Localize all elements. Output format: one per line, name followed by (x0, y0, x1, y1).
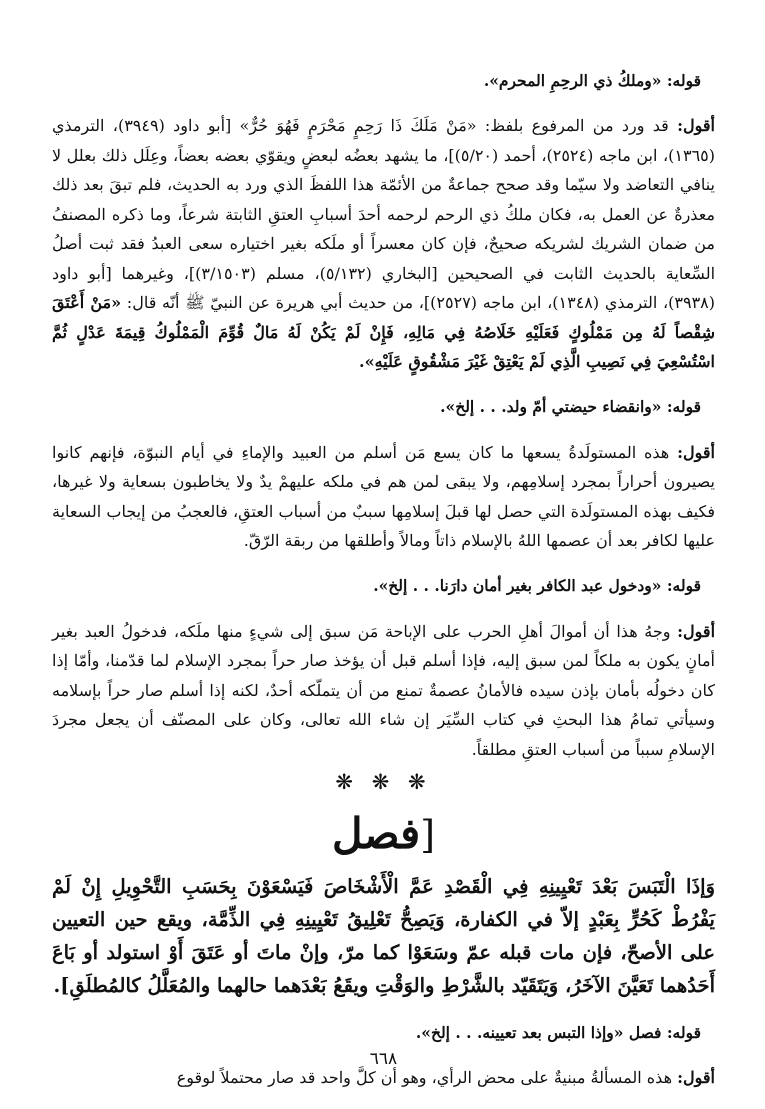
hadith-quote: «مَنْ أَعْتَقَ شِقْصاً لَهُ مِن مَمْلُوكٍ فَعَلَيْهِ خَلَاصُهُ فِي مَالِهِ، فَإِنْ لَمْ يَكُنْ لَهُ مَالٌ قُوِّمَ الْمَمْلُوكُ قِيمَةَ عَدْلٍ ثُمَّ اسْتُسْعِيَ فِي نَصِيبِ الَّذِي لَمْ يَعْتِقْ غَيْرَ مَشْقُوقٍ عَلَيْهِ». (52, 293, 715, 371)
section-heading: قوله: «وملكُ ذي الرحِمِ المحرم». (483, 70, 701, 90)
aqul-label: أقول: (677, 621, 716, 641)
section-heading: قوله: فصل «وإذا التبس بعد تعيينه. . . إلخ». (415, 1022, 701, 1042)
section-heading: قوله: «وانقضاء حيضتي أمّ ولد. . . إلخ». (440, 397, 701, 416)
commentary-text: وجهُ هذا أن أموالَ أهلِ الحرب على الإباحة مَن سبق إلى شيءٍ منها ملَكه، فدخولُ العبد بغير أمانٍ يكون به ملكاً لمن سبق إليه، فإذا أسلم قبل أن يؤخذ صار حراً بمجرد الإسلام لما قدّمنا، وأمّا إذا كان دخولُه بأمان بإذن سيده فالأمانُ عصمةٌ تمنع من أن يتملّكه أحدٌ، لكنه إذا أسلم صار حراً بإسلامه وسيأتي تمامُ هذا البحثِ في كتاب السِّيَر إن شاء الله تعالى، وكان على المصنّف أن يجعل مجردَ الإسلامِ سبباً من أسباب العتقِ مطلقاً. (52, 621, 716, 759)
aqul-label: أقول: (677, 442, 715, 462)
commentary-text: هذه المسألةُ مبنيةٌ على محض الرأي، وهو أن كلَّ واحد قد صار محتملاً لوقوع (176, 1068, 673, 1087)
commentary-text: هذه المستولَدةُ يسعها ما كان يسع مَن أسلم من العبيد والإماءِ في أيام النبوّة، فإنهم كانوا يصيرون أحراراً بمجرد إسلامِهم، ولا يبقى لمن هم في ملكه عليهمْ يدٌ ولا يخاطبون بسعاية ولا غيرها، فكيف بهذه المستولَدة التي حصل لها قبلَ إسلامِها سببٌ من أسباب العتقِ، فالعجبُ من إيجاب السعاية عليها لكافر بعد أن عصمها اللهُ بالإسلام ذاتاً ومالاً وأطلقها من ربقة الرّقّ. (52, 442, 715, 550)
aqul-label: أقول: (677, 1068, 715, 1087)
aqul-label: أقول: (677, 116, 715, 135)
fasl-word: فصل (331, 808, 421, 858)
section-ornament: ❋ ❋ ❋ (335, 770, 432, 794)
commentary-paragraph (52, 438, 715, 556)
commentary-text: قد ورد من المرفوع بلفظ: «مَنْ مَلَكَ ذَا رَحِمٍ مَحْرَمٍ فَهُوَ حُرٌّ» [أبو داود (٣٩٤٩)، الترمذي (١٣٦٥)، ابن ماجه (٢٥٢٤)، أحمد (٥/٢٠)]، ما يشهد بعضُه لبعضٍ ويقوّي بعضه بعضاً، وعِلَل ذلك بعلل لا ينافي التعاضد ولا سيّما وقد صحح جماعةٌ من الأئمّة هذا اللفظَ الذي ورد به الحديث، فلم تبقَ بعد ذلك معذرةٌ عن العمل به، فكان ملكُ ذي الرحم لرحمه أحدَ أسبابِ العتقِ الثابتة شرعاً، وما ذكره المصنفُ من ضمان الشريك لشريكه صحيحٌ، فإن كان معسراً أو ملَكه بغير اختياره سعى العبدُ فقد ثبت أصلُ السِّعاية بالحديث الثابت في الصحيحين [البخاري (٥/١٣٢)، مسلم (٣/١٥٠٣)]، وغيرهما [أبو داود (٣٩٣٨)، الترمذي (١٣٤٨)، ابن ماجه (٢٥٢٧)]، من حديث أبي هريرة عن النبيّ ﷺ أنّه قال: (52, 116, 716, 312)
matn-text: وَإذَا الْتَبَسَ بَعْدَ تَعْيِينِهِ فِي الْقَصْدِ عَمَّ الْأَشْخَاصَ فَيَسْعَوْنَ بِحَسَبِ التَّحْوِيلِ إِنْ لَمْ يَفْرُطْ كَحُرٍّ بِعَبْدٍ إلاّ في الكفارة، وَيَصِحُّ تَعْلِيقُ تَعْيِينِهِ فِي الذِّمَّة، ويقع حين التعيين على الأصحّ، فإن مات قبله عمّ وسَعَوْا كما مرّ، وإنْ ماتَ أو عَتَقَ أَوْ استولد أو بَاعَ أَحَدُهما تَعَيَّنَ الآخَرُ، وَيَتَقَيّد بالشَّرْطِ والوَقْتِ ويقَعُ بَعْدَهما حالهما والمُعَلَّلُ كالمُطلَقِ]. (52, 875, 715, 997)
fasl-title (52, 806, 715, 862)
page-number: ٦٦٨ (369, 1049, 398, 1069)
commentary-paragraph (52, 617, 715, 765)
commentary-paragraph (52, 111, 715, 377)
section-heading: قوله: «ودخول عبد الكافر بغير أمان دارَنا. . . إلخ». (373, 576, 701, 595)
fasl-bracket: [ (420, 812, 436, 857)
page-body (52, 50, 716, 1087)
